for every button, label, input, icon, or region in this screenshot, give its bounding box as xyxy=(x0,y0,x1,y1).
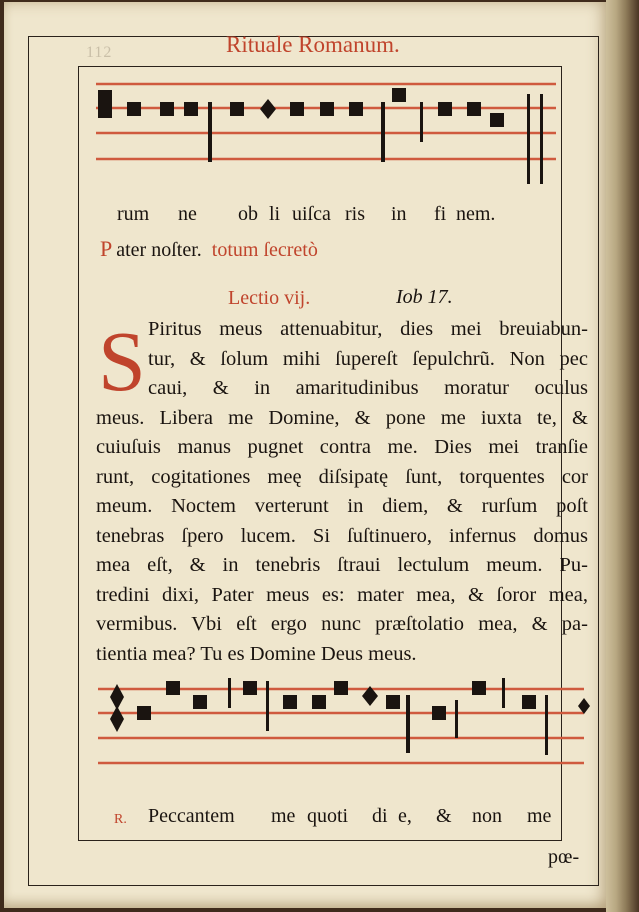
rubric-note: totum ſecretò xyxy=(211,239,318,261)
syllable: in xyxy=(391,203,407,225)
text-line: meus. Libera me Domine, & pone me iuxta te, & xyxy=(96,406,588,429)
text-line: tientia mea? Tu es Domine Deus meus. xyxy=(96,642,417,665)
syllable: e, xyxy=(398,805,412,827)
syllable: Peccantem xyxy=(148,805,235,827)
syllable: ne xyxy=(178,203,197,225)
syllable: ris xyxy=(345,203,365,225)
syllable: ob xyxy=(238,203,258,225)
syllable: li xyxy=(269,203,281,225)
text-line: Piritus meus attenuabitur, dies mei breuiabun- xyxy=(148,318,588,340)
lesson-source: Iob 17. xyxy=(396,286,453,308)
syllable: nem. xyxy=(456,203,496,225)
text-line: tenebras ſpero lucem. Si ſuſtinuero, infernus domus xyxy=(96,524,588,547)
page-number: 112 xyxy=(86,44,113,61)
text-line: meum. Noctem verterunt in diem, & rurſum poſt xyxy=(96,495,588,517)
text-line: cuiuſuis manus pugnet contra me. Dies mei tranſie xyxy=(96,436,588,458)
text-line: vermibus. Vbi eſt ergo nunc præſtolatio mea, & pa- xyxy=(96,613,588,635)
syllable: me xyxy=(271,805,296,827)
text-line: tredini dixi, Pater meus es: mater mea, & ſoror mea, xyxy=(96,583,588,606)
syllable: quoti xyxy=(307,805,349,827)
rubric-initial: P xyxy=(100,236,113,261)
text-line: runt, cogitationes meę diſsipatę ſunt, torquentes cor xyxy=(96,465,588,488)
drop-cap: S xyxy=(98,313,146,409)
catchword: pœ- xyxy=(548,846,580,868)
text-line: caui, & in amaritudinibus moratur oculus xyxy=(148,377,588,399)
syllable: non xyxy=(472,805,502,827)
syllable: uiſca xyxy=(292,203,331,225)
syllable: me xyxy=(527,805,552,827)
text-line: tur, & ſolum mihi ſupereſt ſepulchrũ. Non pec xyxy=(148,347,588,370)
syllable: fi xyxy=(434,203,447,225)
running-head: Rituale Romanum. xyxy=(226,32,400,57)
syllable: rum xyxy=(117,203,150,225)
rubric-text: ater noſter. xyxy=(116,239,202,261)
syllable: di xyxy=(372,805,388,827)
syllable: & xyxy=(436,805,452,827)
lesson-title: Lectio vij. xyxy=(228,287,311,309)
text-line: mea eſt, & in tenebris ſtraui lectulum meum. Pu- xyxy=(96,554,588,576)
response-mark: R. xyxy=(114,812,127,827)
